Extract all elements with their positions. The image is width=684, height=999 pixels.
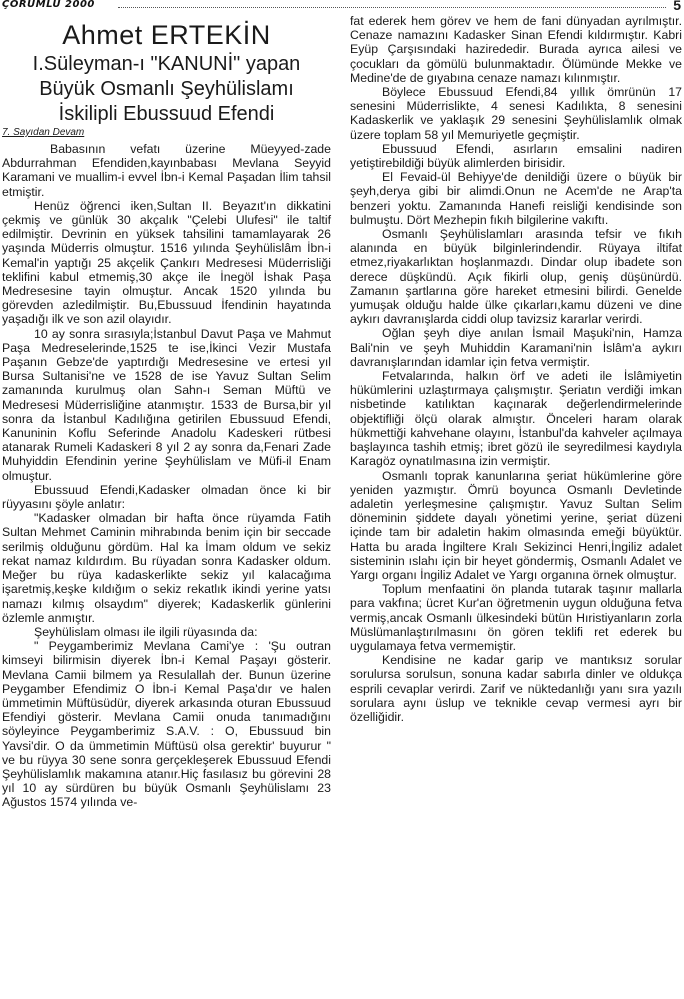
paragraph: Toplum menfaatini ön planda tutarak taşınır mallarla para vakfına; ücret Kur'an öğretmenin uygun olduğuna fetva vermiş,ancak Osmanlı ülkesindeki bütün Hıristiyanların zorla Müslümanlaştırılmasını ön gören teklifi ret ederek bu uygulamaya fetva vermemiştir. [350, 582, 682, 653]
author-name: Ahmet ERTEKİN [62, 20, 271, 50]
headline-line-3: İskilipli Ebussuud Efendi [58, 103, 275, 125]
paragraph: Şeyhülislam olması ile ilgili rüyasında da: [34, 624, 258, 639]
paragraph: Ebussuud Efendi, asırların emsalini nadiren yetiştirebildiği büyük alimlerden birisidir. [350, 141, 682, 171]
paragraph: Osmanlı toprak kanunlarına şeriat hükümlerine göre yeniden yazmıştır. Ömrü boyunca Osmanlı Devletinde adaletin yerleşmesine çalışmıştır. Yavuz Sultan Selim döneminin şiddete dayalı yönetimi yerine, şeriat düzeni içinde tam bir adaletin hakim olmasında emeği büyüktür. Hatta bu arada İngiltere Kralı Sekizinci Henri,İngiliz adalet sisteminin ıslahı için bir heyet göndermiş, Osmanlı Adalet ve Yargı organı İngiliz Adalet ve Yargı organına örnek olmuştur. [350, 468, 682, 582]
paragraph: 10 ay sonra sırasıyla;İstanbul Davut Paşa ve Mahmut Paşa Medreselerinde,1525 te ise,İkinci Vezir Mustafa Paşanın Gebze'de yaptırdığı Medresesine ve ertesi yıl Bursa Sultanisi'ne ve 1528 de ise Yavuz Sultan Selim zamanında kurulmuş olan Sahn-ı Seman Müftü ve Medresesi Müderrisliğine atanmıştır. 1533 de Bursa,bir yıl sonra da İstanbul Kadılığına getirilen Ebussuud Efendi, Kanuninin Koflu Seferinde Anadolu Kadeskeri rütbesi atanarak Rumeli Kadaskeri 8 yıl 2 ay sonra da,Fenari Zade Muhyiddin Efendinin yerine Şeyhülislam ve Müfi-il Enam olmuştur. [2, 326, 331, 483]
header-rule [118, 7, 666, 8]
paragraph: "Kadasker olmadan bir hafta önce rüyamda Fatih Sultan Mehmet Caminin mihrabında benim için bir seccade serilmiş olduğunu gördüm. Hal ka İmam oldum ve sekiz rekat namaz kıldırdım. Bu rüyadan sonra Kadasker oldum. Meğer bu rüya kadaskerlikte sekiz yıl kalacağıma işaretmiş,keşke kıldığım o sekiz rekatlık ikindi yerine yatsı namazı kılmış olsaydım" diyerek; Kadaskerlik günlerini özlemle anmıştır. [2, 511, 331, 625]
paragraph: Babasının vefatı üzerine Müeyyed-zade Abdurrahman Efendiden,kayınbabası Mevlana Seyyid Karamani ve muallim-i evvel İbn-i Kemal Paşadan İlim tahsil etmiştir. [2, 142, 331, 199]
paragraph: Henüz öğrenci iken,Sultan II. Beyazıt'ın dikkatini çekmiş ve günlük 30 akçalık "Çelebi Ulufesi" ile taltif edilmiştir. Devrinin en yüksek tahsilini tamamlayarak 26 yaşında Müderris olmuştur. 1516 yılında Şeyhülislâm İbn-i Kemal'in yaptığı 25 akçelik Çankırı Medresesi Müderrisliği teklifini kabul etmemiş,30 akçe ile İnegöl İshak Paşa Medresesine tayin olmuştur. Ancak 1520 yılında bu görevden azledilmiştir. Bu,Ebussuud İfendinin hayatında yaşadığı ilk ve son azil olayıdır. [2, 198, 331, 327]
headline-line-1: I.Süleyman-ı "KANUNİ" yapan [32, 53, 301, 75]
paragraph: Oğlan şeyh diye anılan İsmail Maşuki'nin, Hamza Bali'nin ve şeyh Muhiddin Karamani'nin İslâm'a aykırı davranışlarından idamlar için fetva vermiştir. [350, 326, 682, 369]
left-column [2, 14, 331, 810]
paragraph: fat ederek hem görev ve hem de fani dünyadan ayrılmıştır. Cenaze namazını Kadasker Sinan Efendi kıldırmıştır. Kabri Eyüp Çarşısındaki hazirededir. Burada ayrıca ailesi ve çocukları da gömülü bulunmaktadır. Ölümünde Mekke ve Medine'de de gıyabına cenaze namazı kılınmıştır. [350, 14, 682, 85]
paragraph: Ebussuud Efendi,Kadasker olmadan önce ki bir rüyyasını şöyle anlatır: [2, 482, 331, 512]
paragraph: El Fevaid-ül Behiyye'de denildiği üzere o büyük bir şeyh,derya gibi bir alimdi.Onun ne Acem'de ne Arap'ta benzeri yoktu. Zamanında Hanefi reisliği kendisinde son bulmuştu. Dört Mezhepin fıkıh bilgilerine vakıftı. [350, 170, 682, 227]
headline-line-2: Büyük Osmanlı Şeyhülislamı [39, 78, 294, 100]
newspaper-name: ÇORUMLU 2000 [2, 0, 95, 10]
paragraph: Böylece Ebussuud Efendi,84 yıllık ömrünün 17 senesini Müderrislikte, 4 senesi Kadılıkta, 8 senesini Kadaskerlik ve yaklaşık 29 senesini Şeyhülislamlık olmak üzere toplam 58 yıl Memuriyetle geçmiştir. [350, 85, 682, 142]
page-number: 5 [673, 0, 681, 13]
continuation-note: 7. Sayıdan Devam [2, 127, 85, 138]
paragraph: Osmanlı Şeyhülislamları arasında tefsir ve fıkıh alanında en büyük bilginlerindendir. Rüyaya iltifat etmez,riyakarlıktan hoşlanmazdı. Dindar olup ibadete son derece düşkündü. Açık fikirli olup, geniş düşünürdü. Zamanın şartlarına göre hareket etmesini bilirdi. Genelde yumuşak olduğu halde ülke çıkarları,kamu düzeni ve dine aykırı davranışlarda ciddi olup tavizsiz kararlar verirdi. [350, 227, 682, 327]
paragraph: Fetvalarında, halkın örf ve adeti ile İslâmiyetin hükümlerini uzlaştırmaya çalışmıştır. Şeriatın verdiği imkan nisbetinde katılıktan kaçınarak değerlendirmelerinde objektifliği ölçü olarak almıştır. Önceleri haram olarak hükmettiği kahvehane olayını, İstanbul'da kahveler açılmaya başlayınca tashih etmiş; ibret gözü ile seyredilmesi kaydıyla Karagöz oynatılmasına izin vermiştir. [350, 369, 682, 469]
right-column [350, 14, 682, 724]
paragraph: Kendisine ne kadar garip ve mantıksız sorular sorulursa sorulsun, sonuna kadar sabırla dinler ve oldukça esprili cevaplar verirdi. Zarif ve nüktedanlığı yanı sıra yazılı sorulara aynı üslup ve teknikle cevap vermesi ayrı bir özelliğidir. [350, 653, 682, 724]
paragraph: " Peygamberimiz Mevlana Cami'ye : 'Şu outran kimseyi bilirmisin diyerek İbn-i Kemal Paşayı gösterir. Mevlana Camii bilmem ya Resulallah der. Bunun üzerine Peygamber Efendimiz O İbn-i Kemal Paşa'dır ve halen ümmetimin Müftüsüdür, diyerek arkasında oturan Ebussuud Efendiyi gösterir. Mevlana Camii onuda tanımadığını söyleyince Peygamberimiz S.A.V. : O, Ebussuud bin Yavsi'dir. O da ümmetimin Müftüsü olsa gerektir' buyurur " ve bu rüyya 30 sene sonra gerçekleşerek Ebussuud Efendi Şeyhülislamlık makamına atanır.Hiç fasılasız bu görevini 28 yıl 10 ay sürdüren bu büyük Osmanlı Şeyhülislamı 23 Ağustos 1574 yılında ve- [2, 639, 331, 810]
page-header [0, 0, 684, 14]
